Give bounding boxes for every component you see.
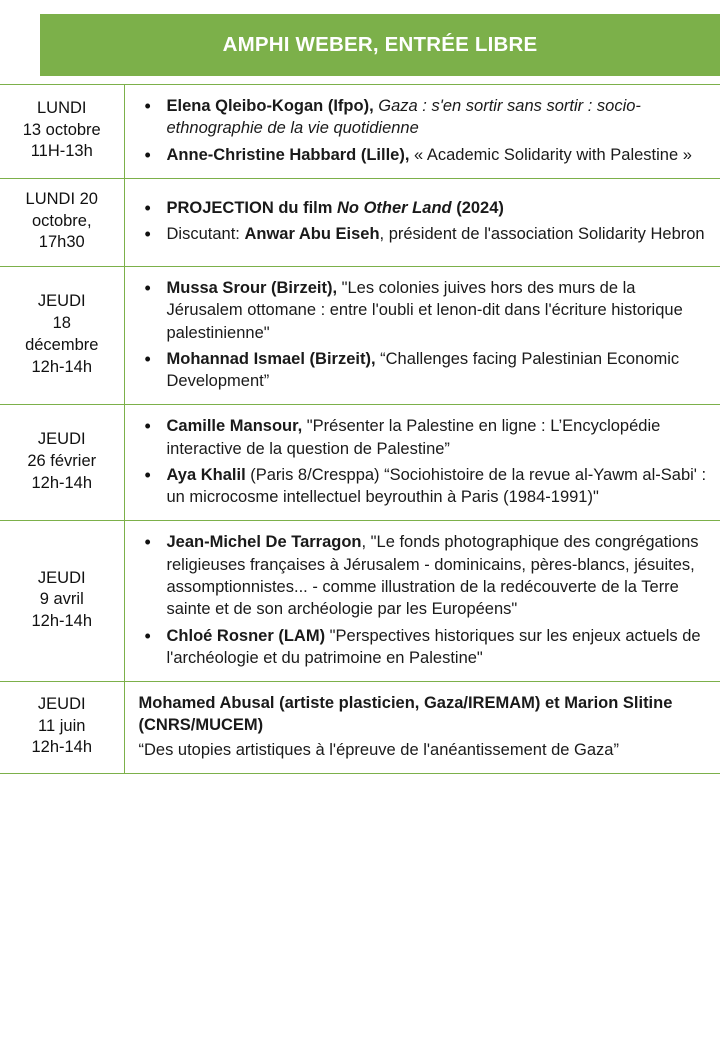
- session-date-line: JEUDI: [37, 430, 86, 449]
- session-date-line: LUNDI 20: [25, 189, 98, 208]
- session-item-list: [139, 277, 711, 392]
- session-paragraph: Mohamed Abusal (artiste plasticien, Gaza/IREMAM) et Marion Slitine (CNRS/MUCEM): [138, 694, 673, 735]
- session-content-cell: [124, 405, 720, 521]
- session-date-line: 18: [52, 313, 71, 332]
- list-item: • Discutant: Anwar Abu Eiseh, président de l'association Solidarity Hebron: [139, 223, 711, 245]
- session-paragraph: “Des utopies artistiques à l'épreuve de l'anéantissement de Gaza”: [138, 740, 619, 759]
- session-date-line: JEUDI: [37, 694, 86, 713]
- schedule-row: [0, 521, 720, 682]
- session-date-line: 12h-14h: [31, 612, 93, 631]
- schedule-body: [0, 85, 720, 774]
- list-item: • Mussa Srour (Birzeit), "Les colonies juives hors des murs de la Jérusalem ottomane : entre l'oubli et lenon-dit dans l'écriture historique palestinienne": [139, 277, 711, 344]
- session-date-line: 12h-14h: [31, 473, 93, 492]
- session-item-list: [139, 531, 711, 669]
- session-date-line: 11H-13h: [30, 142, 93, 161]
- banner-title: AMPHI WEBER, ENTRÉE LIBRE: [222, 33, 538, 56]
- session-date-line: 17h30: [38, 233, 85, 252]
- list-item: • Chloé Rosner (LAM) "Perspectives historiques sur les enjeux actuels de l'archéologie et du patrimoine en Palestine": [139, 625, 711, 670]
- session-date-cell: [0, 85, 124, 179]
- session-content-cell: [124, 85, 720, 179]
- session-date-line: 12h-14h: [31, 738, 93, 757]
- list-item: • Mohannad Ismael (Birzeit), “Challenges facing Palestinian Economic Development”: [139, 348, 711, 393]
- session-date-line: 11 juin: [38, 716, 86, 735]
- session-date-line: JEUDI: [37, 292, 86, 311]
- session-content-cell: [124, 178, 720, 266]
- session-date-line: 9 avril: [39, 590, 84, 609]
- schedule-row: [0, 178, 720, 266]
- list-item: • Camille Mansour, "Présenter la Palestine en ligne : L’Encyclopédie interactive de la question de Palestine”: [139, 415, 711, 460]
- session-date-cell: [0, 405, 124, 521]
- session-paragraph-block: [139, 692, 711, 761]
- schedule-row: [0, 267, 720, 405]
- session-content-cell: [124, 682, 720, 774]
- session-content-cell: [124, 267, 720, 405]
- session-date-cell: [0, 682, 124, 774]
- session-item-list: [139, 197, 711, 246]
- list-item: • Aya Khalil (Paris 8/Cresppa) “Sociohistoire de la revue al-Yawm al-Sabi' : un microcosme intellectuel beyrouthin à Paris (1984-1991)": [139, 464, 711, 509]
- header-banner: [40, 14, 720, 76]
- schedule-row: [0, 405, 720, 521]
- session-item-list: [139, 415, 711, 508]
- list-item: • Anne-Christine Habbard (Lille), « Academic Solidarity with Palestine »: [139, 144, 711, 166]
- session-date-cell: [0, 178, 124, 266]
- session-content-cell: [124, 521, 720, 682]
- session-date-line: LUNDI: [36, 98, 87, 117]
- session-date-line: JEUDI: [37, 568, 86, 587]
- schedule-table: [0, 84, 720, 774]
- session-date-line: 26 février: [27, 452, 97, 471]
- session-date-line: 13 octobre: [22, 120, 101, 139]
- session-date-line: 12h-14h: [31, 357, 93, 376]
- list-item: • Jean-Michel De Tarragon, "Le fonds photographique des congrégations religieuses françaises à Jérusalem - dominicains, pères-blancs, jésuites, assomptionnistes... - comme illustration de la redécouverte de la Terre sainte et de son archéologie par les Européens": [139, 531, 711, 620]
- list-item: • PROJECTION du film No Other Land (2024): [139, 197, 711, 219]
- schedule-row: [0, 682, 720, 774]
- schedule-row: [0, 85, 720, 179]
- session-date-cell: [0, 521, 124, 682]
- session-date-line: octobre,: [31, 211, 92, 230]
- list-item: • Elena Qleibo-Kogan (Ifpo), Gaza : s'en sortir sans sortir : socio-ethnographie de la vie quotidienne: [139, 95, 711, 140]
- session-date-line: décembre: [25, 335, 99, 354]
- session-date-cell: [0, 267, 124, 405]
- session-item-list: [139, 95, 711, 166]
